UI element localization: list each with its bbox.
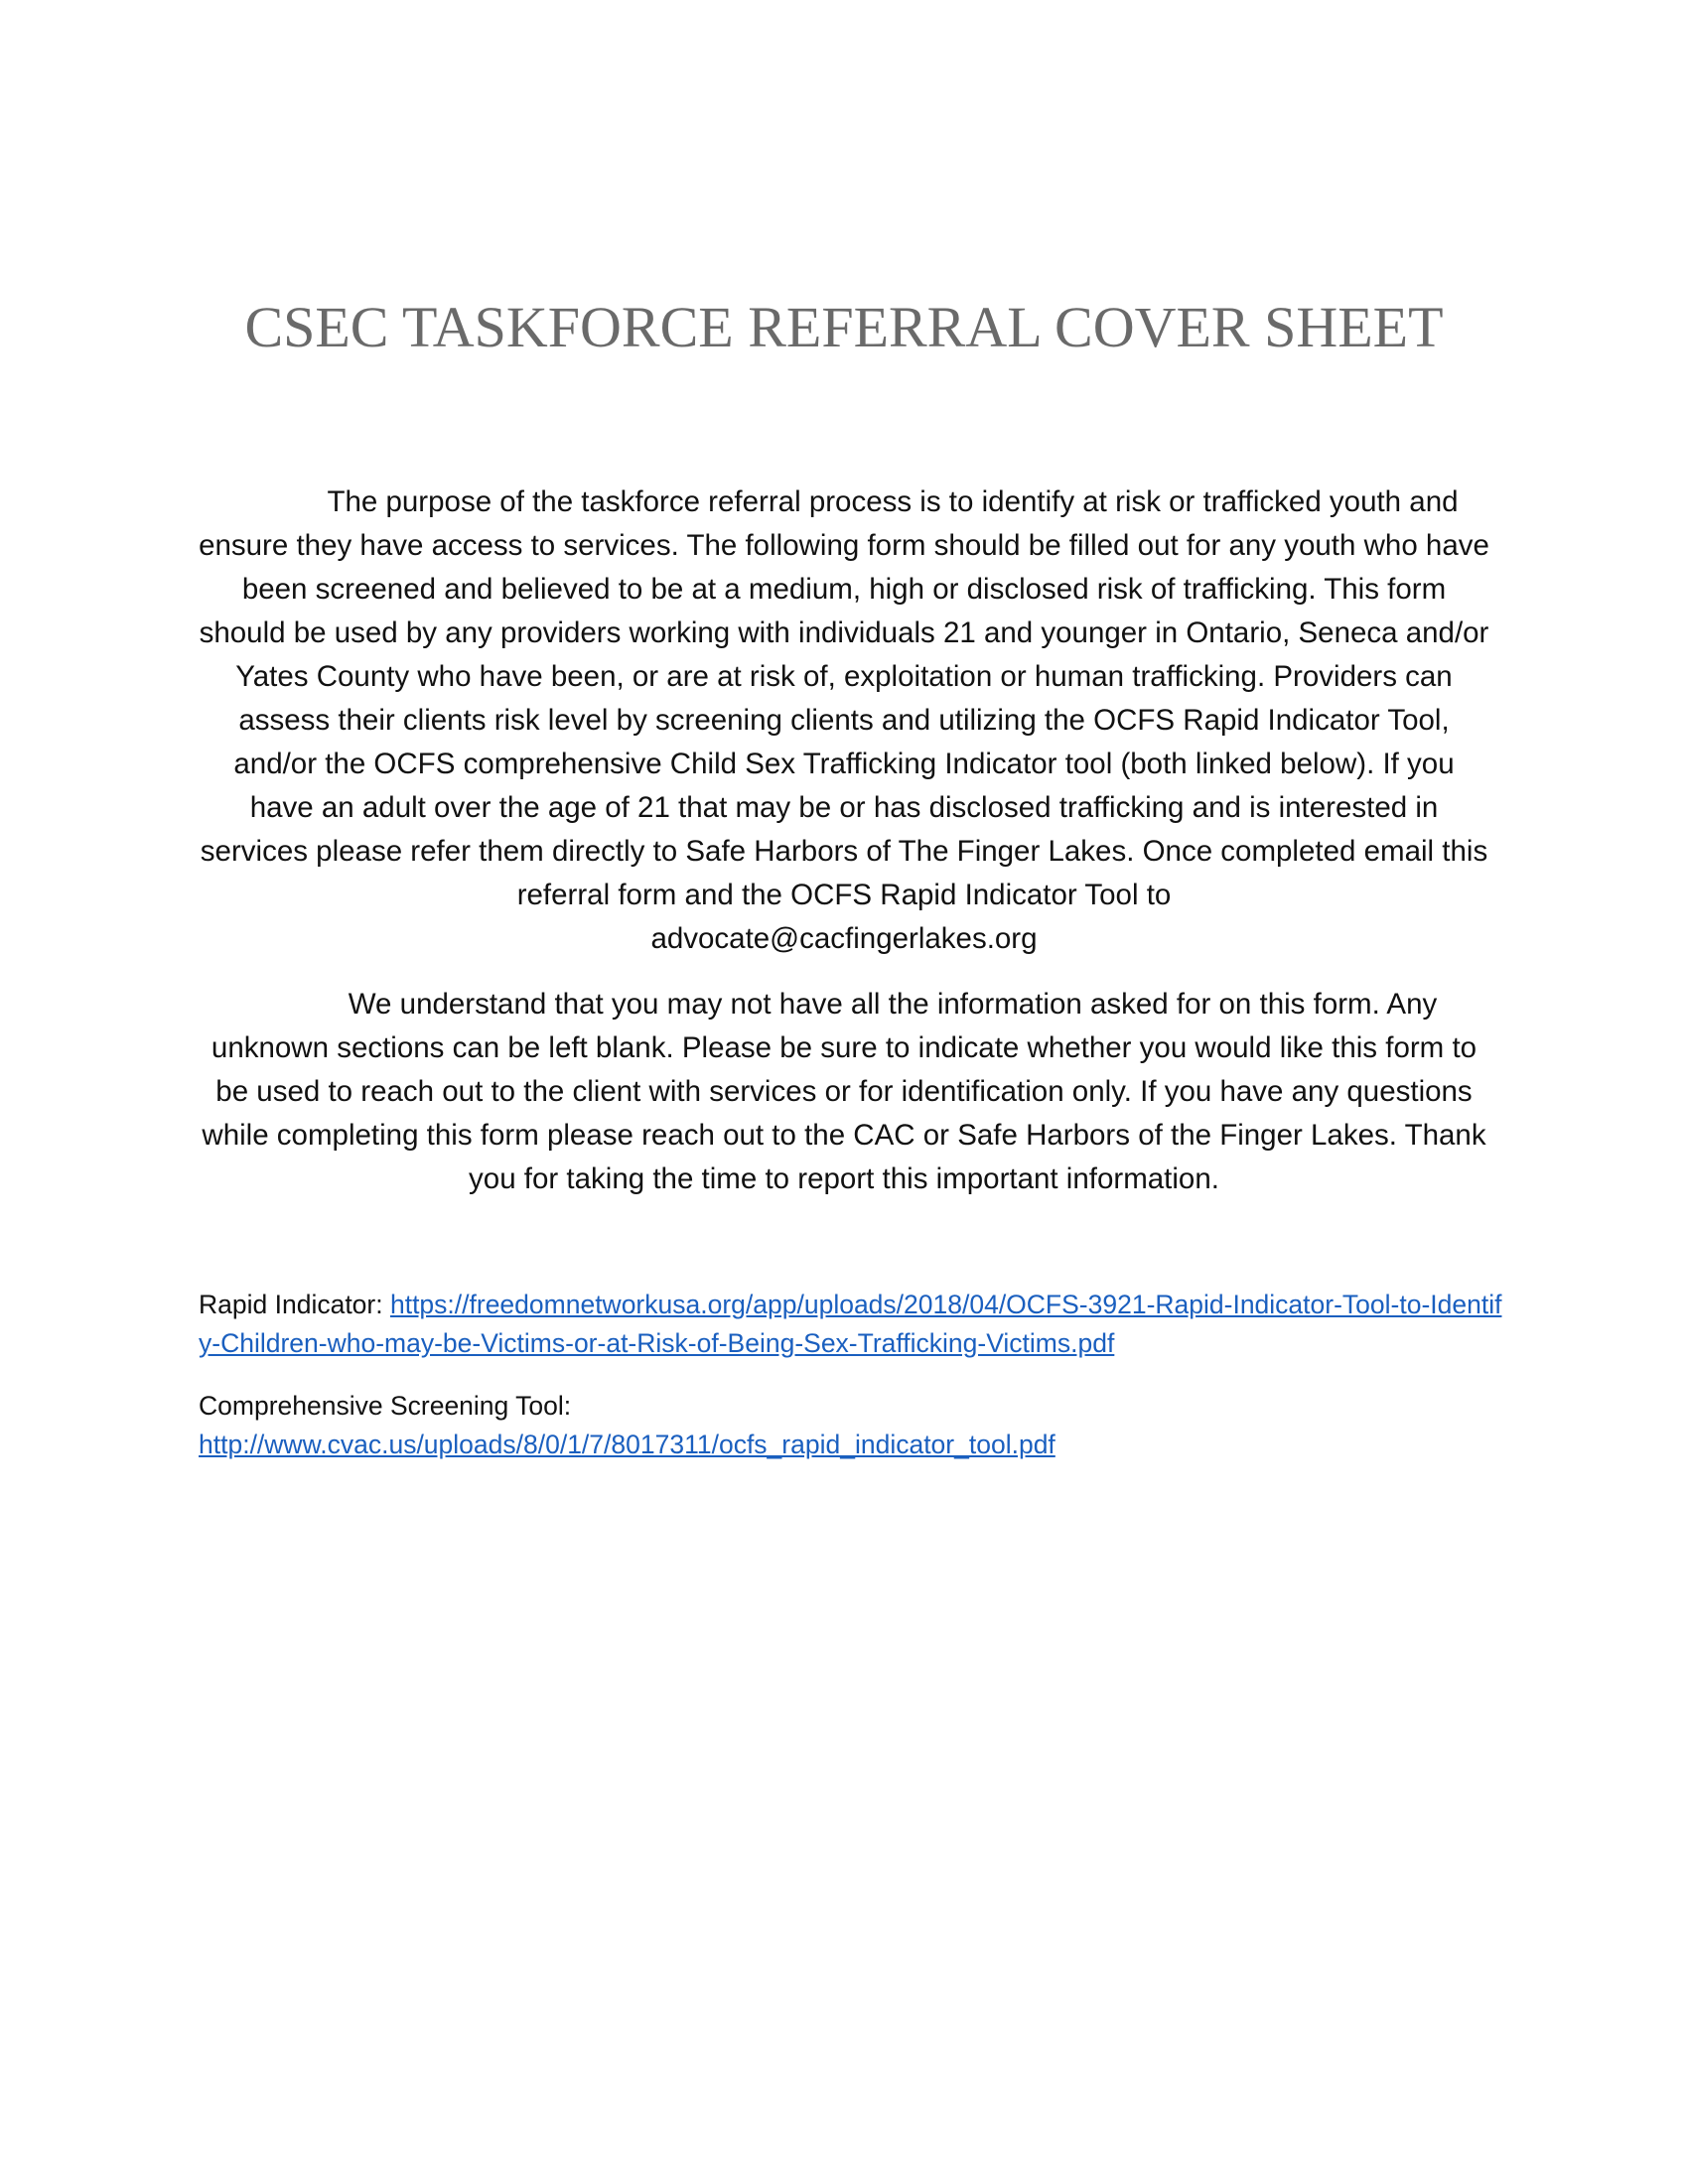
instructions-text: We understand that you may not have all the information asked for on this form. Any unknown sections can be left blank. Please be sure to indicate whether you would like this form to be used to reach out to the client with services or for identification only. If you have any questions while completing this form please reach out to the CAC or Safe Harbors of the Finger Lakes. Thank you for taking the time to report this important information.	[202, 988, 1486, 1195]
page-title: CSEC TASKFORCE REFERRAL COVER SHEET	[244, 295, 1444, 359]
instructions-paragraph	[199, 983, 1489, 1201]
comprehensive-screening-label: Comprehensive Screening Tool:	[199, 1391, 572, 1421]
rapid-indicator-label: Rapid Indicator:	[199, 1290, 390, 1319]
comprehensive-screening-link[interactable]: http://www.cvac.us/uploads/8/0/1/7/8017311/ocfs_rapid_indicator_tool.pdf	[199, 1430, 1055, 1459]
contact-email: advocate@cacfingerlakes.org	[650, 922, 1038, 955]
purpose-paragraph	[199, 480, 1489, 961]
rapid-indicator-reference	[199, 1286, 1509, 1363]
purpose-text: The purpose of the taskforce referral process is to identify at risk or trafficked youth and ensure they have access to services. The following form should be filled out for any youth who have been screened and believed to be at a medium, high or disclosed risk of trafficking. This form should be used by any providers working with individuals 21 and younger in Ontario, Seneca and/or Yates County who have been, or are at risk of, exploitation or human trafficking. Providers can assess their clients risk level by screening clients and utilizing the OCFS Rapid Indicator Tool, and/or the OCFS comprehensive Child Sex Trafficking Indicator tool (both linked below). If you have an adult over the age of 21 that may be or has disclosed trafficking and is interested in services please refer them directly to Safe Harbors of The Finger Lakes. Once completed email this referral form and the OCFS Rapid Indicator Tool to	[199, 485, 1489, 911]
rapid-indicator-link[interactable]: https://freedomnetworkusa.org/app/uploads/2018/04/OCFS-3921-Rapid-Indicator-Tool-to-Identify-Children-who-may-be-Victims-or-at-Risk-of-Being-Sex-Trafficking-Victims.pdf	[199, 1290, 1502, 1358]
comprehensive-screening-reference	[199, 1387, 1509, 1464]
